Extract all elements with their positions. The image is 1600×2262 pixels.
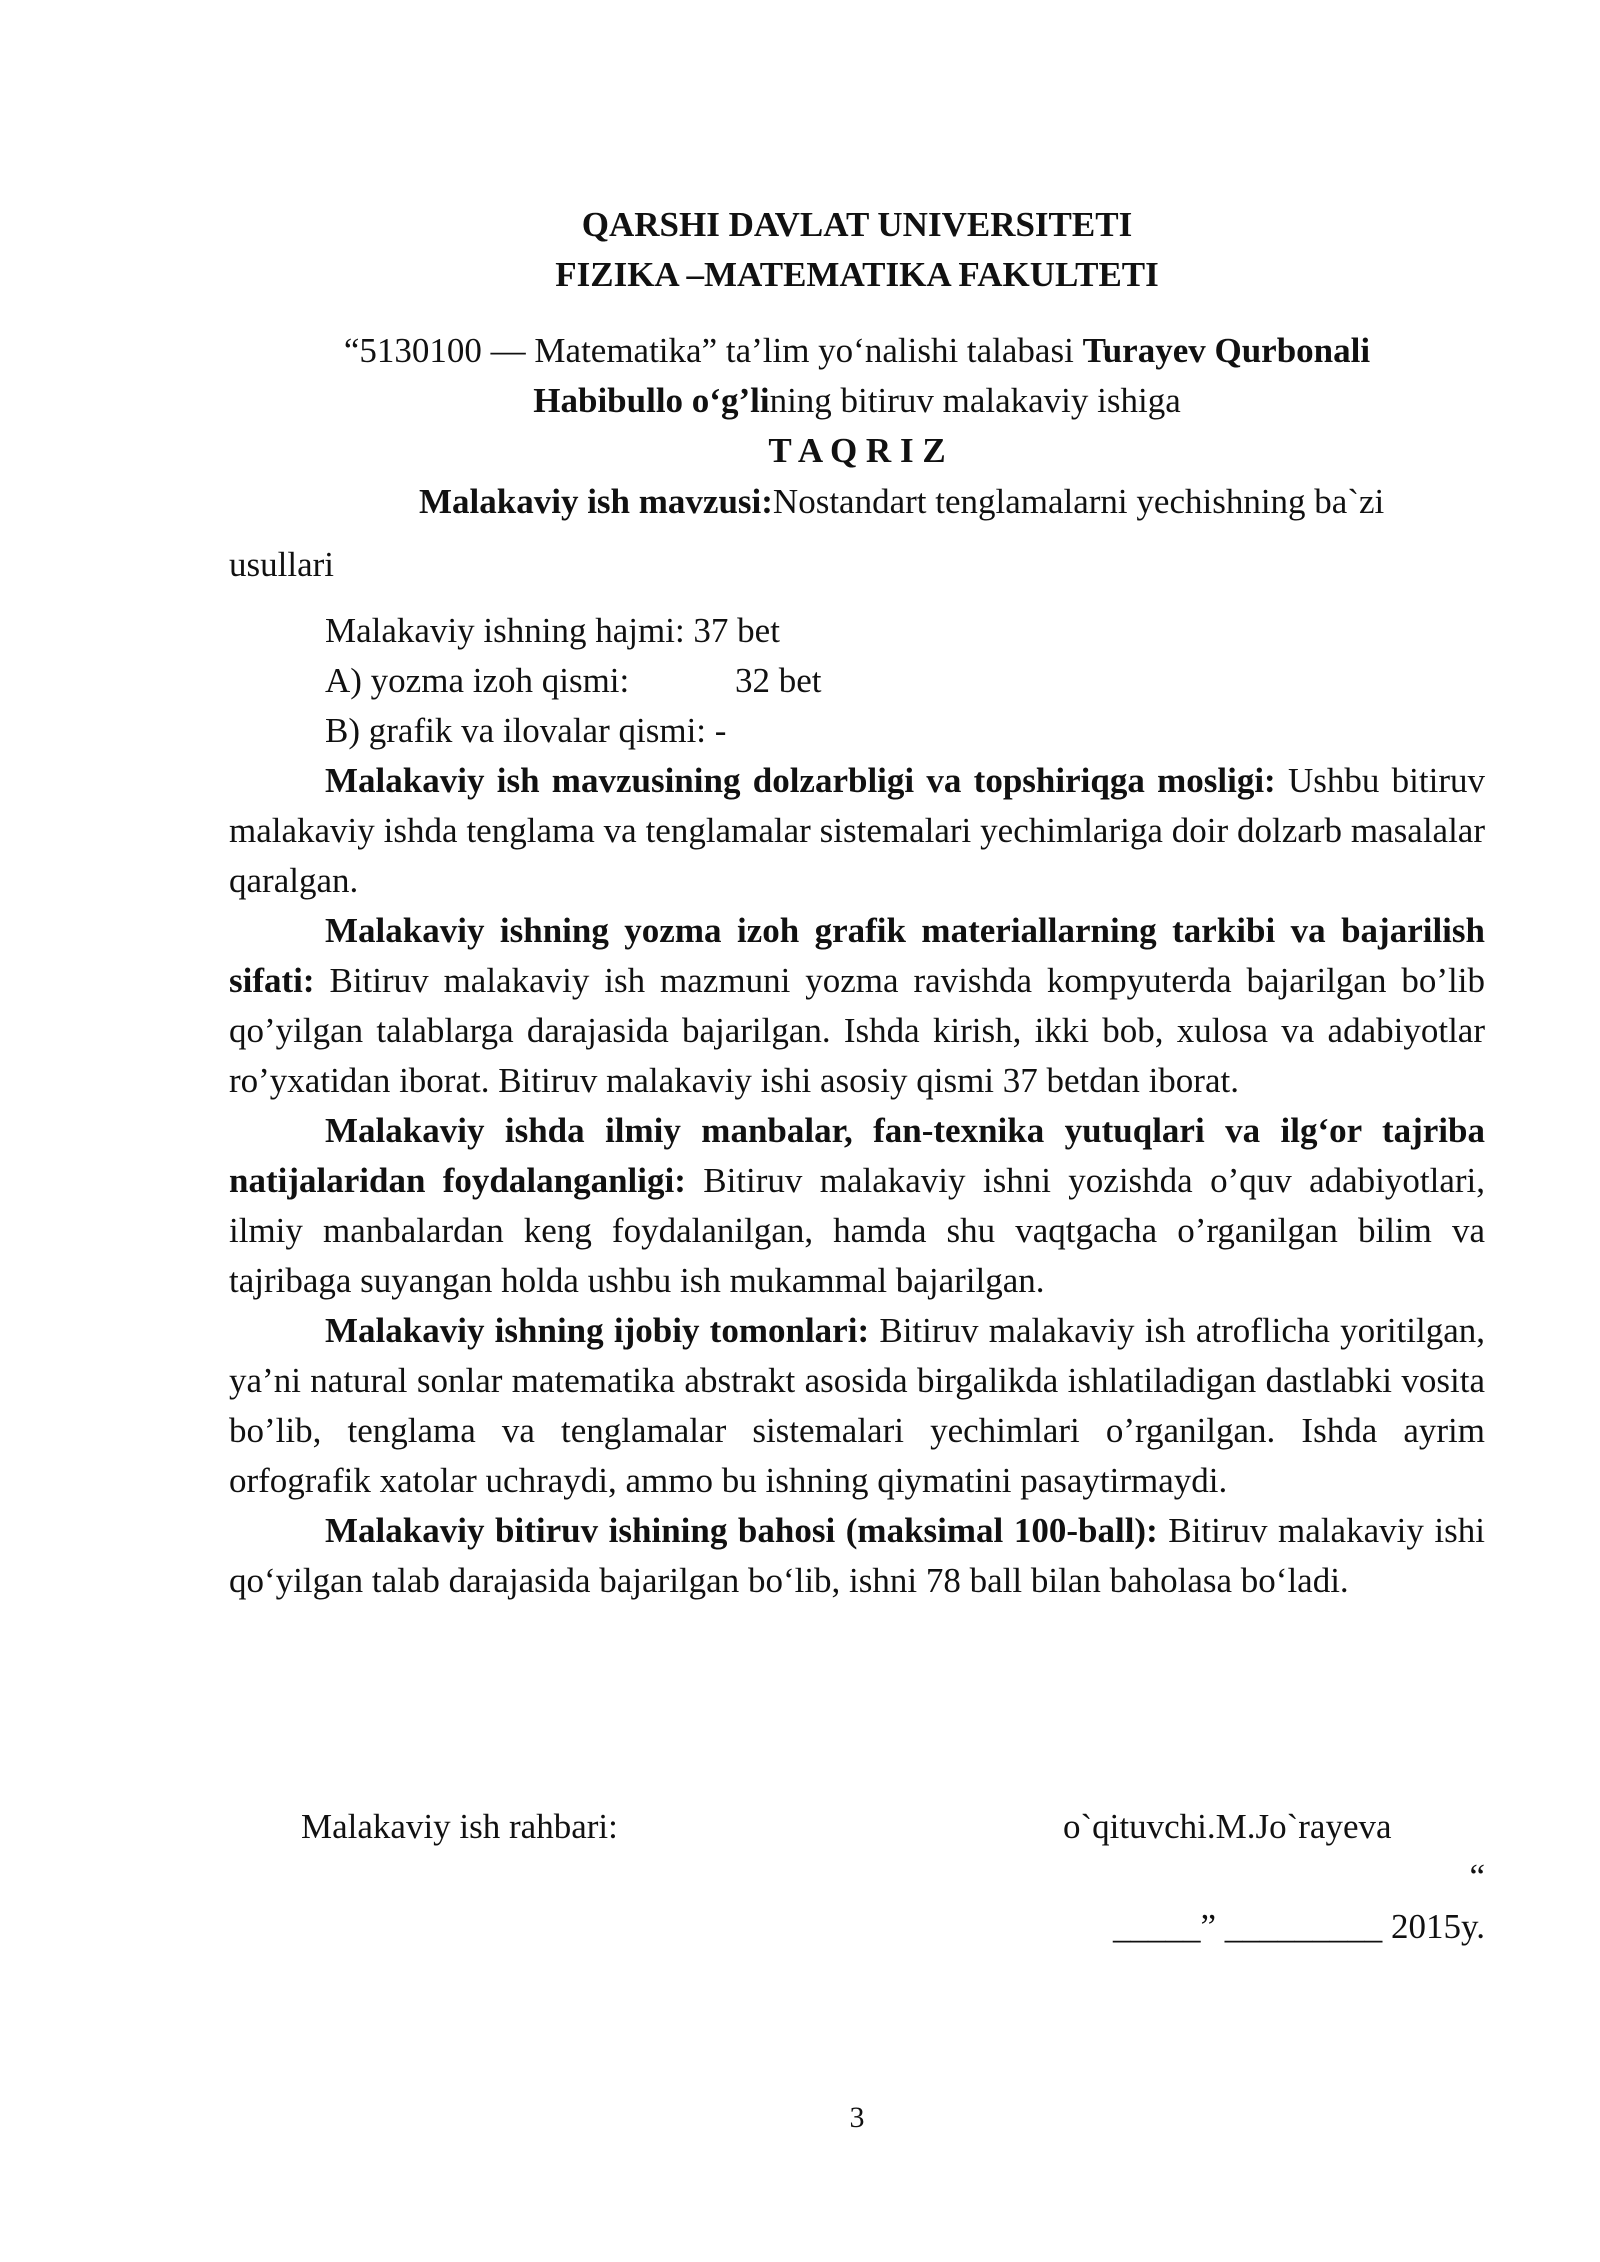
intro-line-1: [229, 326, 1485, 376]
volume-written-value: 32 bet: [735, 661, 822, 700]
student-name-first: Turayev Qurbonali: [1082, 331, 1371, 370]
intro-line-2: [229, 376, 1485, 426]
section-quality-text: Bitiruv malakaviy ish mazmuni yozma ravishda kompyuterda bajarilgan bo’lib qo’yilgan talablarga darajasida bajarilgan. Ishda kirish, ikki bob, xulosa va adabiyotlar ro’yxatidan iborat. Bitiruv malakaviy ishi asosiy qismi 37 betdan iborat.: [229, 961, 1485, 1100]
section-grade-label: Malakaviy bitiruv ishining bahosi (maksimal 100-ball):: [325, 1511, 1158, 1550]
supervisor-label: Malakaviy ish rahbari:: [301, 1807, 618, 1846]
section-grade-text: Bitiruv malakaviy ishi qo‘yilgan talab darajasida bajarilgan bo‘lib, ishni 78 ball bilan baholasa bo‘ladi.: [229, 1511, 1485, 1600]
document-title: T A Q R I Z: [768, 431, 946, 470]
section-quality: [229, 906, 1485, 1106]
volume-written-label: A) yozma izoh qismi:: [325, 661, 630, 700]
section-quality-label: Malakaviy ishning yozma izoh grafik materiallarning tarkibi va bajarilish sifati:: [229, 911, 1485, 1000]
supervisor-name: o`qituvchi.M.Jo`rayeva: [1063, 1807, 1392, 1846]
section-grade: [229, 1506, 1485, 1606]
topic-continuation: usullari: [229, 545, 334, 584]
review-sections: [229, 756, 1485, 1606]
faculty-name: FIZIKA –MATEMATIKA FAKULTETI: [555, 255, 1159, 294]
intro-suffix: ning bitiruv malakaviy ishiga: [769, 381, 1181, 420]
section-positive-label: Malakaviy ishning ijobiy tomonlari:: [325, 1311, 870, 1350]
topic-line: [419, 477, 1384, 527]
section-relevance-text: Ushbu bitiruv malakaviy ishda tenglama va tenglamalar sistemalari yechimlariga doir dolzarb masalalar qaralgan.: [229, 761, 1485, 900]
document-page: [229, 0, 1485, 2262]
page-number: 3: [849, 2101, 865, 2134]
section-sources: [229, 1106, 1485, 1306]
date-quote-mark: “: [1469, 1857, 1485, 1896]
section-positive: [229, 1306, 1485, 1506]
topic-label: Malakaviy ish mavzusi:: [419, 482, 773, 521]
section-relevance: [229, 756, 1485, 906]
student-name-second: Habibullo o‘g’li: [533, 381, 770, 420]
signature-date: _____” _________ 2015y.: [1112, 1907, 1485, 1946]
university-name: QARSHI DAVLAT UNIVERSITETI: [581, 205, 1133, 244]
topic-text: Nostandart tenglamalarni yechishning ba`zi: [772, 482, 1385, 521]
volume-graphic: B) grafik va ilovalar qismi: -: [325, 711, 727, 750]
section-sources-text: Bitiruv malakaviy ishni yozishda o’quv adabiyotlari, ilmiy manbalardan keng foydalanilgan, hamda shu vaqtgacha o’rganilgan bilim va tajribaga suyangan holda ushbu ish mukammal bajarilgan.: [229, 1161, 1485, 1300]
volume-total: Malakaviy ishning hajmi: 37 bet: [325, 611, 780, 650]
section-relevance-label: Malakaviy ish mavzusining dolzarbligi va topshiriqga mosligi:: [325, 761, 1276, 800]
intro-prefix: “5130100 — Matematika” ta’lim yo‘nalishi talabasi: [343, 331, 1083, 370]
section-positive-text: Bitiruv malakaviy ish atroflicha yoritilgan, ya’ni natural sonlar matematika abstrakt asosida birgalikda ishlatiladigan dastlabki vosita bo’lib, tenglama va tenglamalar sistemalari yechimlari o’rganilgan. Ishda ayrim orfografik xatolar uchraydi, ammo bu ishning qiymatini pasaytirmaydi.: [229, 1311, 1485, 1500]
section-sources-label: Malakaviy ishda ilmiy manbalar, fan-texnika yutuqlari va ilg‘or tajriba natijalaridan foydalanganligi:: [229, 1111, 1485, 1200]
